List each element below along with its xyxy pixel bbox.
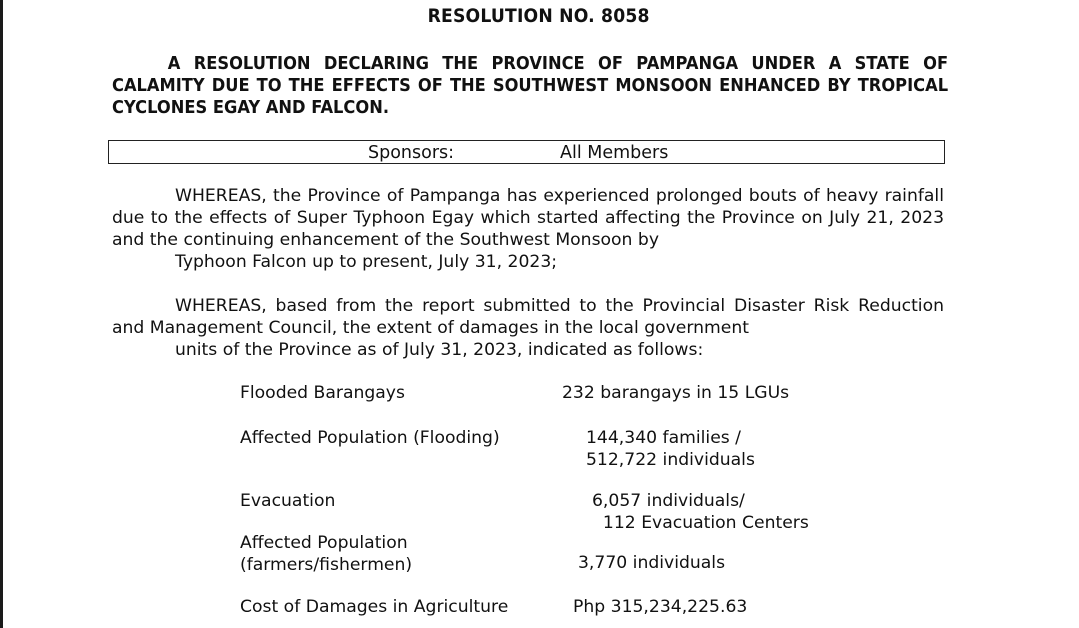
stat-value-line: 232 barangays in 15 LGUs bbox=[562, 383, 790, 403]
stat-label: Flooded Barangays bbox=[240, 383, 405, 403]
stat-label-line: (farmers/fishermen) bbox=[240, 555, 413, 575]
stat-value-line: 112 Evacuation Centers bbox=[592, 513, 809, 533]
resolution-title: A RESOLUTION DECLARING THE PROVINCE OF PAMPANGA UNDER A STATE OF CALAMITY DUE TO THE EFFECTS OF THE SOUTHWEST MONSOON ENHANCED BY TROPICAL CYCLONES EGAY AND FALCON. bbox=[112, 54, 949, 118]
stat-value-line: 144,340 families / bbox=[586, 428, 741, 448]
stat-label bbox=[240, 532, 412, 576]
stat-value-line: 3,770 individuals bbox=[578, 553, 726, 573]
whereas-paragraph-2 bbox=[112, 295, 944, 361]
paragraph-last-line: units of the Province as of July 31, 2023, indicated as follows: bbox=[175, 340, 704, 360]
sponsors-label: Sponsors: bbox=[368, 143, 455, 163]
stat-label: Evacuation bbox=[240, 491, 336, 511]
stat-label: Cost of Damages in Agriculture bbox=[240, 597, 509, 617]
stat-value-line: Php 315,234,225.63 bbox=[573, 597, 748, 617]
stat-value bbox=[573, 596, 747, 618]
whereas-paragraph-1 bbox=[112, 185, 944, 273]
stat-label-line: Affected Population bbox=[240, 533, 408, 553]
stat-value bbox=[586, 427, 755, 471]
stat-value-line: 512,722 individuals bbox=[586, 450, 755, 470]
stat-value bbox=[592, 490, 809, 534]
resolution-number: RESOLUTION NO. 8058 bbox=[427, 6, 650, 27]
paragraph-last-line: Typhoon Falcon up to present, July 31, 2023; bbox=[175, 252, 558, 272]
paragraph-body: WHEREAS, the Province of Pampanga has experienced prolonged bouts of heavy rainfall due to the effects of Super Typhoon Egay which started affecting the Province on July 21, 2023 and the continuing enhancement of the Southwest Monsoon by bbox=[112, 186, 944, 250]
stat-value bbox=[578, 552, 725, 574]
paragraph-body: WHEREAS, based from the report submitted to the Provincial Disaster Risk Reduction and Management Council, the extent of damages in the local government bbox=[112, 296, 944, 338]
sponsors-value: All Members bbox=[560, 143, 669, 163]
stat-value-line: 6,057 individuals/ bbox=[592, 491, 745, 511]
sponsors-box bbox=[108, 140, 945, 164]
stat-label: Affected Population (Flooding) bbox=[240, 428, 500, 448]
stat-value bbox=[562, 382, 789, 404]
